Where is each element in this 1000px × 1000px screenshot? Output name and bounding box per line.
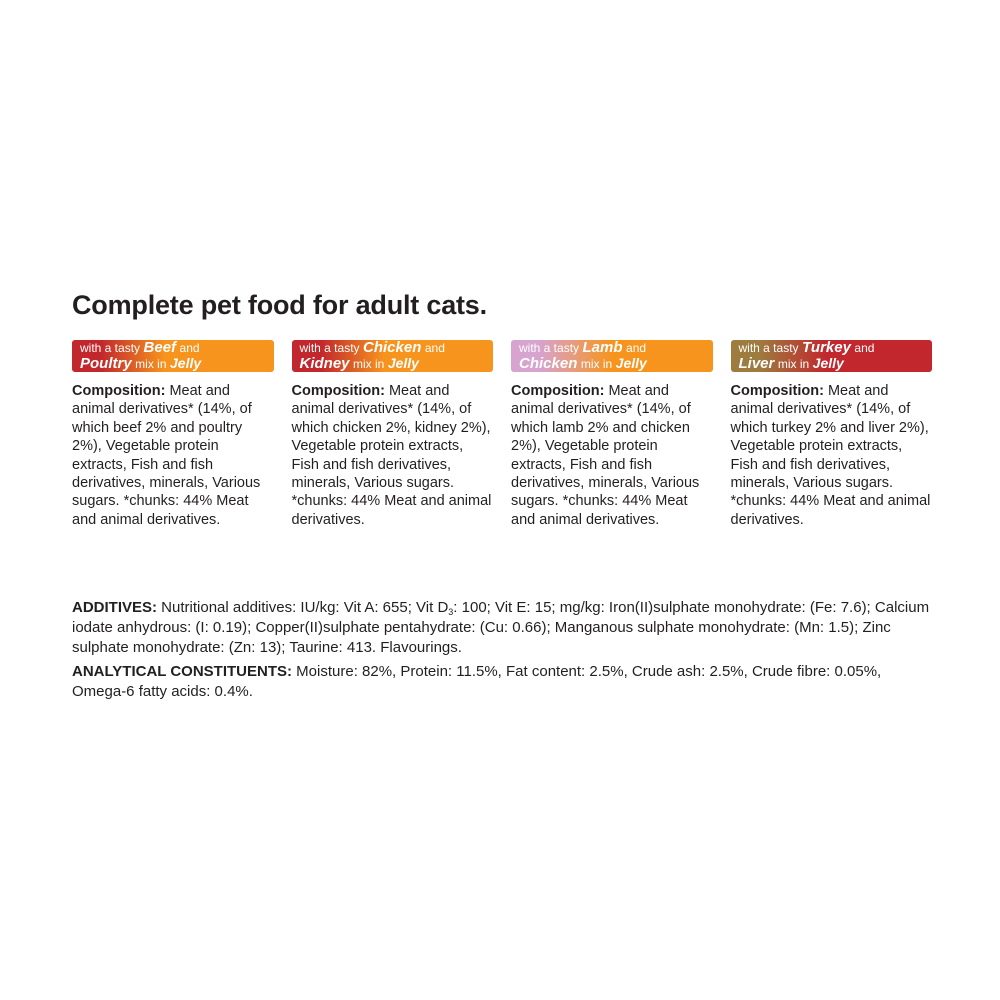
banner-and: and: [626, 341, 647, 356]
additives-paragraph: [72, 598, 937, 658]
variant-column: [72, 340, 274, 529]
banner-mix: mix in: [135, 357, 167, 371]
banner-prefix: with a tasty: [738, 341, 799, 356]
banner-flavour-1: Turkey: [802, 340, 851, 357]
additives-text-part1: Nutritional additives: IU/kg: Vit A: 655; Vit D: [157, 599, 449, 616]
composition-text: Meat and animal derivatives* (14%, of which turkey 2% and liver 2%), Vegetable protein extracts, Fish and fish derivatives, minerals, Various sugars. *chunks: 44% Meat and animal derivatives.: [730, 383, 931, 528]
banner-flavour-1: Lamb: [582, 340, 623, 357]
analytical-paragraph: [72, 662, 937, 702]
banner-and: and: [854, 341, 875, 356]
composition-label: Composition:: [72, 383, 166, 399]
banner-flavour-2: Poultry: [80, 355, 132, 372]
variant-banner: [731, 340, 933, 372]
banner-flavour-2: Kidney: [299, 355, 350, 372]
banner-prefix: with a tasty: [519, 341, 580, 356]
banner-mix: mix in: [580, 357, 613, 371]
composition-label: Composition:: [291, 383, 385, 399]
banner-jelly: Jelly: [170, 355, 202, 371]
composition-text: Meat and animal derivatives* (14%, of which chicken 2%, kidney 2%), Vegetable protein extracts, Fish and fish derivatives, minerals, Various sugars. *chunks: 44% Meat and animal derivatives.: [291, 383, 492, 528]
composition-text: Meat and animal derivatives* (14%, of which lamb 2% and chicken 2%), Vegetable protein extracts, Fish and fish derivatives, minerals, Various sugars. *chunks: 44% Meat and animal derivatives.: [511, 383, 700, 528]
composition-label: Composition:: [511, 383, 605, 399]
variant-column: [292, 340, 494, 529]
banner-and: and: [179, 341, 200, 356]
variant-column: [511, 340, 713, 529]
vitamin-d3-subscript: 3: [448, 607, 454, 617]
page-title: Complete pet food for adult cats.: [72, 290, 487, 320]
banner-flavour-2: Chicken: [519, 355, 578, 372]
composition-block: [731, 382, 933, 529]
banner-flavour-1: Chicken: [363, 340, 422, 357]
variant-banner: [72, 340, 274, 372]
banner-jelly: Jelly: [387, 355, 419, 371]
composition-block: [511, 382, 713, 529]
banner-jelly: Jelly: [812, 355, 844, 371]
additives-text-part2: : 100; Vit E: 15; mg/kg: Iron(II)sulphate monohydrate: (Fe: 7.6); Calcium iodate anhydrous: (I: 0.19); Copper(II)sulphate pentahydrate: (Cu: 0.66); Manganous sulphate monohydrate: (Mn: 1.5); Zinc sulphate monohydrate: (Zn: 13); Taurine: 413. Flavourings.: [72, 599, 930, 656]
banner-flavour-2: Liver: [738, 355, 775, 372]
banner-jelly: Jelly: [615, 355, 647, 371]
banner-and: and: [424, 341, 445, 356]
analytical-text: Moisture: 82%, Protein: 11.5%, Fat content: 2.5%, Crude ash: 2.5%, Crude fibre: 0.05%, Omega-6 fatty acids: 0.4%.: [72, 662, 882, 700]
composition-block: [72, 382, 274, 529]
additives-label: ADDITIVES:: [72, 599, 158, 616]
variant-columns: [72, 340, 932, 529]
banner-prefix: with a tasty: [80, 341, 141, 356]
composition-text: Meat and animal derivatives* (14%, of which beef 2% and poultry 2%), Vegetable protein extracts, Fish and fish derivatives, minerals, Various sugars. *chunks: 44% Meat and animal derivatives.: [72, 383, 261, 528]
banner-mix: mix in: [777, 357, 810, 371]
composition-block: [292, 382, 494, 529]
banner-mix: mix in: [353, 357, 385, 371]
variant-column: [731, 340, 933, 529]
composition-label: Composition:: [730, 383, 824, 399]
banner-flavour-1: Beef: [143, 340, 177, 357]
analytical-label: ANALYTICAL CONSTITUENTS:: [72, 662, 293, 680]
variant-banner: [292, 340, 494, 372]
footer-info: [72, 598, 937, 706]
variant-banner: [511, 340, 713, 372]
banner-prefix: with a tasty: [299, 341, 360, 356]
